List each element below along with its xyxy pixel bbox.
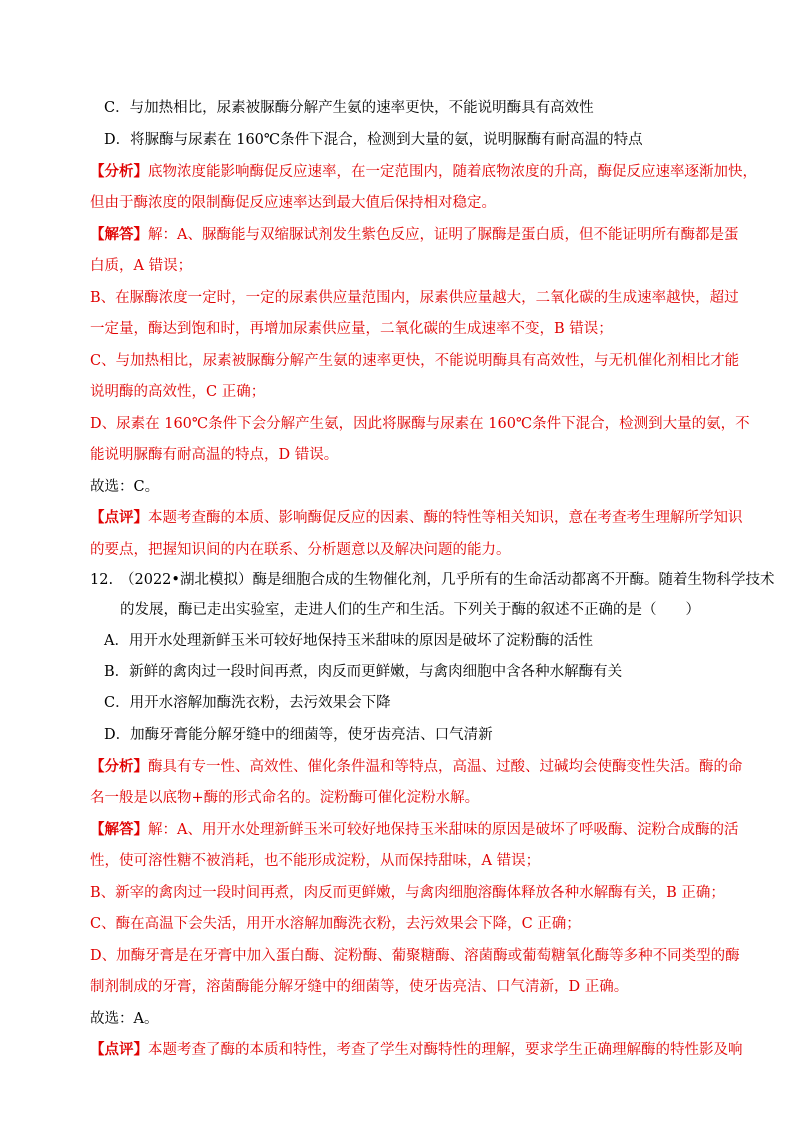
q12-comment-line-1 bbox=[90, 1040, 743, 1060]
comment-tag: 【点评】 bbox=[90, 1041, 148, 1058]
q12-answer-a-line-2: 性，使可溶性糖不被消耗，也不能形成淀粉，从而保持甜味，A 错误； bbox=[90, 853, 541, 869]
q12-answer-a-text-1: 解：A、用开水处理新鲜玉米可较好地保持玉米甜味的原因是破坏了呼吸酶、淀粉合成酶的活 bbox=[148, 822, 739, 838]
q11-conclusion: 故选：C。 bbox=[90, 479, 160, 495]
q12-option-d: D．加酶牙膏能分解牙缝中的细菌等，使牙齿亮洁、口气清新 bbox=[104, 727, 493, 743]
q11-answer-a-line-2: 白质，A 错误； bbox=[90, 258, 193, 274]
q11-analysis-text-1: 底物浓度能影响酶促反应速率，在一定范围内，随着底物浓度的升高，酶促反应速率逐渐加快， bbox=[148, 164, 757, 180]
q11-answer-a-text-1: 解：A、脲酶能与双缩脲试剂发生紫色反应，证明了脲酶是蛋白质，但不能证明所有酶都是蛋 bbox=[148, 227, 739, 243]
q12-stem-line-1: （2022•湖北模拟）酶是细胞合成的生物催化剂，几乎所有的生命活动都离不开酶。随着生物科学技术 bbox=[120, 572, 775, 588]
q11-analysis-line-1 bbox=[90, 162, 757, 182]
q11-comment-text-1: 本题考查酶的本质、影响酶促反应的因素、酶的特性等相关知识，意在考查考生理解所学知识 bbox=[148, 510, 743, 526]
q12-answer-c: C、酶在高温下会失活，用开水溶解加酶洗衣粉，去污效果会下降，C 正确； bbox=[90, 916, 581, 932]
q12-conclusion: 故选：A。 bbox=[90, 1011, 159, 1027]
q12-answer-line-1 bbox=[90, 820, 738, 840]
q12-number: 12. bbox=[90, 572, 114, 588]
q12-option-b: B．新鲜的禽肉过一段时间再煮，肉反而更鲜嫩，与禽肉细胞中含各种水解酶有关 bbox=[104, 664, 623, 680]
q11-answer-b-line-2: 一定量，酶达到饱和时，再增加尿素供应量，二氧化碳的生成速率不变，B 错误； bbox=[90, 321, 613, 337]
q11-answer-d-line-1: D、尿素在 160℃条件下会分解产生氨，因此将脲酶与尿素在 160℃条件下混合，检测到大量的氨，不 bbox=[90, 416, 750, 432]
q11-answer-c-line-2: 说明酶的高效性，C 正确； bbox=[90, 384, 266, 400]
q11-option-c: C．与加热相比，尿素被脲酶分解产生氨的速率更快，不能说明酶具有高效性 bbox=[104, 100, 594, 116]
q12-answer-d-line-2: 制剂制成的牙膏，溶菌酶能分解牙缝中的细菌等，使牙齿亮洁、口气清新，D 正确。 bbox=[90, 979, 629, 995]
q12-comment-text-1: 本题考查了酶的本质和特性，考查了学生对酶特性的理解，要求学生正确理解酶的特性影及响 bbox=[148, 1042, 743, 1058]
answer-tag: 【解答】 bbox=[90, 821, 148, 838]
q12-analysis-line-2: 名一般是以底物+酶的形式命名的。淀粉酶可催化淀粉水解。 bbox=[90, 790, 480, 806]
q11-comment-line-1 bbox=[90, 508, 743, 528]
q12-analysis-line-1 bbox=[90, 757, 743, 777]
q11-comment-line-2: 的要点，把握知识间的内在联系、分析题意以及解决问题的能力。 bbox=[90, 542, 511, 558]
q12-stem-line-2: 的发展，酶已走出实验室，走进人们的生产和生活。下列关于酶的叙述不正确的是（ ） bbox=[120, 602, 700, 618]
q12-option-a: A．用开水处理新鲜玉米可较好地保持玉米甜味的原因是破坏了淀粉酶的活性 bbox=[104, 633, 593, 649]
q12-answer-b: B、新宰的禽肉过一段时间再煮，肉反而更鲜嫩，与禽肉细胞溶酶体释放各种水解酶有关，B 正确； bbox=[90, 885, 725, 901]
q11-answer-b-line-1: B、在脲酶浓度一定时，一定的尿素供应量范围内，尿素供应量越大，二氧化碳的生成速率越快，超过 bbox=[90, 290, 739, 306]
analysis-tag: 【分析】 bbox=[90, 163, 148, 180]
analysis-tag: 【分析】 bbox=[90, 758, 148, 775]
q11-answer-d-line-2: 能说明脲酶有耐高温的特点，D 错误。 bbox=[90, 447, 339, 463]
q11-answer-c-line-1: C、与加热相比，尿素被脲酶分解产生氨的速率更快，不能说明酶具有高效性，与无机催化剂相比才能 bbox=[90, 353, 740, 369]
q12-option-c: C．用开水溶解加酶洗衣粉，去污效果会下降 bbox=[104, 695, 391, 711]
q11-option-d: D．将脲酶与尿素在 160℃条件下混合，检测到大量的氨，说明脲酶有耐高温的特点 bbox=[104, 132, 643, 148]
answer-tag: 【解答】 bbox=[90, 226, 148, 243]
q11-answer-line-1 bbox=[90, 225, 738, 245]
comment-tag: 【点评】 bbox=[90, 509, 148, 526]
q12-answer-d-line-1: D、加酶牙膏是在牙膏中加入蛋白酶、淀粉酶、葡聚糖酶、溶菌酶或葡萄糖氧化酶等多种不同类型的酶 bbox=[90, 948, 740, 964]
q11-analysis-line-2: 但由于酶浓度的限制酶促反应速率达到最大值后保持相对稳定。 bbox=[90, 195, 496, 211]
q12-analysis-text-1: 酶具有专一性、高效性、催化条件温和等特点，高温、过酸、过碱均会使酶变性失活。酶的命 bbox=[148, 759, 743, 775]
